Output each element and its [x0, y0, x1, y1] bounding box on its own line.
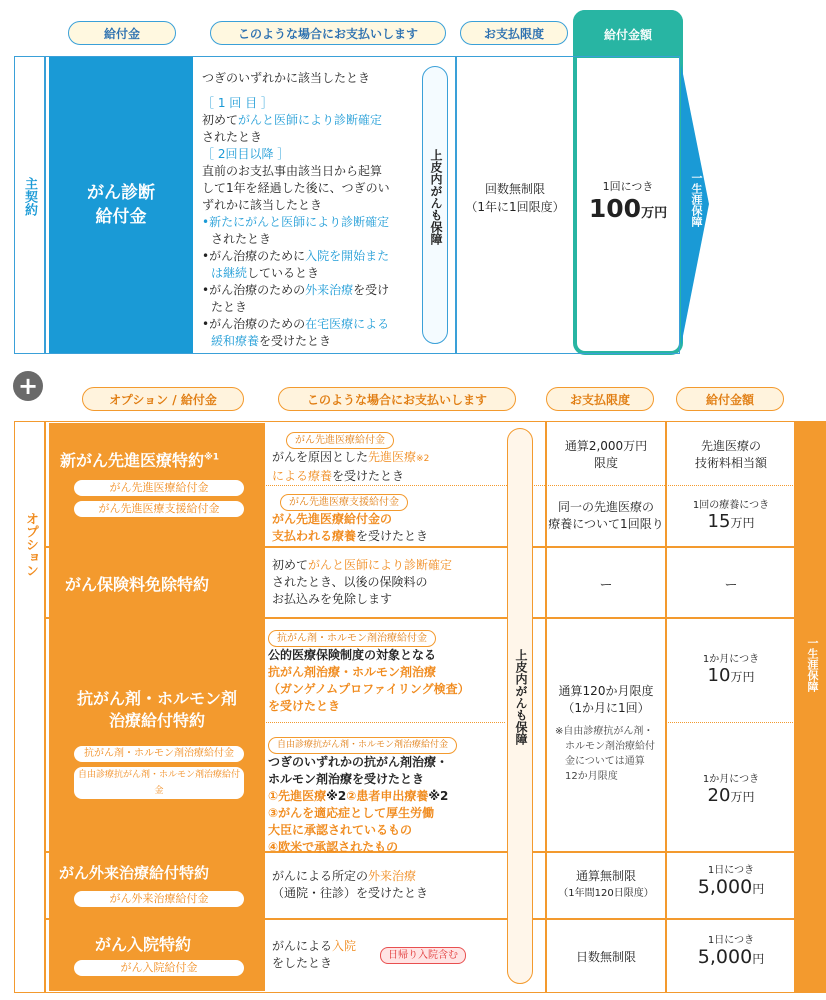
header-limit: お支払限度 — [460, 21, 568, 45]
option-lifetime-label: 一生涯保障 — [806, 637, 819, 692]
r4-amount: 1日につき 5,000円 — [697, 865, 765, 898]
r1-a-limit: 通算2,000万円 限度 — [564, 439, 648, 470]
main-vertical-note: 上皮内がんも保障 — [429, 149, 443, 245]
r3-limit-note: ※自由診療抗がん剤・ ホルモン剤治療給付 金については通算 12か月限度 — [555, 726, 655, 782]
row3-sub-divider-left — [266, 722, 505, 723]
r3-a-condition: 抗がん剤・ホルモン剤治療給付金 公的医療保険制度の対象となる 抗がん剤治療・ホルモン剤治療 （ガンゲノムプロファイリング検査） を受けたとき — [268, 626, 470, 715]
r1-a-condition: がん先進医療給付金 がんを原因とした先進医療※2 による療養を受けたとき — [272, 428, 429, 485]
r1-a-amount: 先進医療の 技術料相当額 — [694, 439, 767, 470]
main-vertical-note-box — [422, 66, 448, 344]
option-side-label: オプション — [23, 512, 38, 577]
r1-b-amount: 1回の療養につき 15万円 — [692, 500, 770, 532]
r2-limit: ー — [599, 578, 613, 593]
r5-amount: 1日につき 5,000円 — [697, 935, 765, 968]
option-header-condition: このような場合にお支払いします — [278, 387, 516, 411]
r2-condition: 初めてがんと医師により診断確定 されたとき、以後の保険料の お払込みを免除します — [272, 558, 453, 606]
r4-pill: がん外来治療給付金 — [74, 891, 244, 907]
option-side-label-box — [14, 421, 45, 993]
r1-b-condition: がん先進医療支援給付金 がん先進医療給付金の 支払われる療養を受けたとき — [272, 490, 428, 545]
header-amount: 給付金額 — [573, 10, 683, 58]
main-amount: 1回につき 100万円 — [588, 180, 668, 223]
main-side-label-box — [14, 56, 45, 354]
r4-name: がん外来治療給付特約 — [59, 864, 210, 882]
header-benefit: 給付金 — [68, 21, 176, 45]
r3-name: 抗がん剤・ホルモン剤 治療給付特約 — [76, 689, 237, 730]
r3-name-block — [49, 619, 265, 851]
r1-b-limit: 同一の先進医療の 療養について1回限り — [548, 500, 664, 531]
r1-pill-2: がん先進医療支援給付金 — [74, 501, 244, 517]
r5-badge: 日帰り入院含む — [380, 947, 466, 964]
r5-name-block — [49, 920, 265, 991]
r5-name: がん入院特約 — [95, 935, 192, 954]
r2-amount: ー — [724, 578, 738, 593]
option-vertical-note-box — [507, 428, 533, 984]
main-condition-text: つぎのいずれかに該当したとき ［ 1 回 目 ］ 初めてがんと医師により診断確定 されたとき ［ 2回目以降 ］ 直前のお支払事由該当日から起算 して1年を経過した後に、つぎのい ずれかに該当したとき •新たにがんと医師により診断確定 されたとき •がん治療のために入院を開始また は継続しているとき •がん治療のための外来治療を受け たとき •がん治療のための在宅医療による 緩和療養を受けたとき — [202, 71, 390, 348]
row3-sub-divider-right — [666, 722, 795, 723]
option-header-limit: お支払限度 — [546, 387, 654, 411]
r4-limit: 通算無制限 （1年間120日限度） — [558, 869, 654, 899]
main-benefit-name: がん診断 給付金 — [49, 57, 193, 353]
plus-icon: + — [13, 371, 43, 401]
r4-condition: がんによる所定の外来治療 （通院・往診）を受けたとき — [272, 869, 429, 900]
r5-pill: がん入院給付金 — [74, 960, 244, 976]
r3-pill-1: 抗がん剤・ホルモン剤治療給付金 — [74, 746, 244, 762]
r3-pill-2: 自由診療抗がん剤・ホルモン剤治療給付金 — [74, 767, 244, 799]
option-header-benefit: オプション / 給付金 — [82, 387, 244, 411]
header-condition: このような場合にお支払いします — [210, 21, 446, 45]
r3-b-amount: 1か月につき 20万円 — [702, 774, 760, 806]
option-header-amount: 給付金額 — [676, 387, 784, 411]
main-lifetime-label: 一生涯保障 — [690, 172, 703, 227]
r3-limit: 通算120か月限度 （1か月に1回） — [558, 684, 654, 715]
r3-b-condition: 自由診療抗がん剤・ホルモン剤治療給付金 つぎのいずれかの抗がん剤治療・ ホルモン剤治療を受けたとき ①先進医療※2②患者申出療養※2 ③がんを適応症として厚生労働 大臣に承認されているもの ④欧米で承認されたもの — [268, 732, 457, 856]
r1-pill-1: がん先進医療給付金 — [74, 480, 244, 496]
main-limit: 回数無制限 （1年に1回限度） — [465, 182, 565, 214]
r1-name: 新がん先進医療特約$^{※1}$ — [60, 451, 220, 470]
r2-name: がん保険料免除特約 — [65, 575, 210, 594]
main-side-label: 主契約 — [22, 177, 37, 216]
r5-condition: がんによる入院 をしたとき — [272, 939, 357, 970]
option-vertical-note: 上皮内がんも保障 — [514, 649, 528, 745]
r3-a-amount: 1か月につき 10万円 — [702, 654, 760, 686]
option-lifetime-column — [795, 421, 826, 993]
r5-limit: 日数無制限 — [575, 950, 636, 964]
